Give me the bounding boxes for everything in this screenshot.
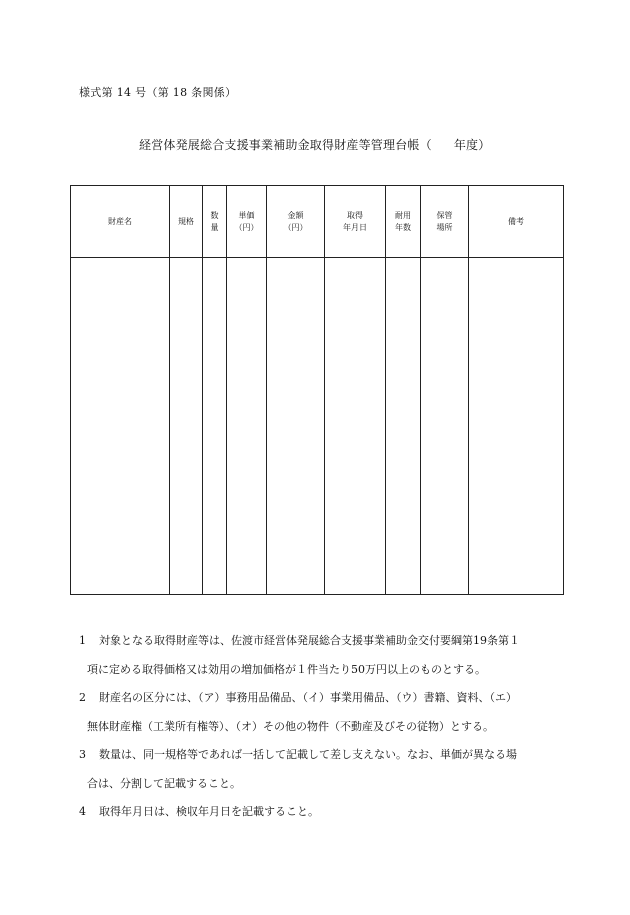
header-amount: 金額 （円） — [267, 186, 325, 258]
cell-quantity[interactable] — [203, 258, 227, 595]
note-text: 取得年月日は、検収年月日を記載すること。 — [99, 805, 319, 818]
table-row — [71, 258, 564, 595]
note-line — [79, 741, 569, 770]
note-item — [79, 627, 569, 684]
header-quantity: 数 量 — [203, 186, 227, 258]
title-main: 経営体発展総合支援事業補助金取得財産等管理台帳（ — [139, 138, 432, 152]
cell-storage-location[interactable] — [421, 258, 469, 595]
cell-unit-price[interactable] — [227, 258, 267, 595]
note-number: 4 — [79, 805, 86, 818]
table-header-row — [71, 186, 564, 258]
cell-specification[interactable] — [170, 258, 203, 595]
cell-amount[interactable] — [267, 258, 325, 595]
header-unit-price: 単価 （円） — [227, 186, 267, 258]
note-line — [79, 627, 569, 656]
header-asset-name: 財産名 — [71, 186, 170, 258]
note-number: 2 — [79, 691, 86, 704]
note-line — [79, 798, 569, 827]
note-item — [79, 684, 569, 741]
note-text: 対象となる取得財産等は、佐渡市経営体発展総合支援事業補助金交付要綱第19条第１ — [99, 634, 520, 647]
note-item — [79, 798, 569, 827]
header-storage-location: 保管 場所 — [421, 186, 469, 258]
form-number: 様式第 14 号（第 18 条関係） — [79, 86, 237, 99]
note-line — [79, 684, 569, 713]
note-item — [79, 741, 569, 798]
title-suffix: 年度） — [453, 138, 491, 152]
header-specification: 規格 — [170, 186, 203, 258]
cell-remarks[interactable] — [469, 258, 564, 595]
asset-register-table — [70, 185, 564, 595]
note-number: 1 — [79, 634, 86, 647]
note-text: 数量は、同一規格等であれば一括して記載して差し支えない。なお、単価が異なる場 — [99, 748, 517, 761]
note-continuation: 無体財産権（工業所有権等）、（オ）その他の物件（不動産及びその従物）とする。 — [87, 719, 494, 733]
note-number: 3 — [79, 748, 86, 761]
note-continuation: 合は、分割して記載すること。 — [87, 776, 241, 790]
cell-acquisition-date[interactable] — [325, 258, 386, 595]
note-text: 財産名の区分には、（ア）事務用品備品、（イ）事業用備品、（ウ）書籍、資料、（エ） — [99, 691, 517, 704]
note-continuation: 項に定める取得価格又は効用の増加価格が１件当たり50万円以上のものとする。 — [87, 662, 486, 676]
header-remarks: 備考 — [469, 186, 564, 258]
notes-section — [79, 627, 569, 827]
page-title — [139, 136, 490, 153]
header-useful-life: 耐用 年数 — [386, 186, 421, 258]
cell-useful-life[interactable] — [386, 258, 421, 595]
cell-asset-name[interactable] — [71, 258, 170, 595]
header-acquisition-date: 取得 年月日 — [325, 186, 386, 258]
